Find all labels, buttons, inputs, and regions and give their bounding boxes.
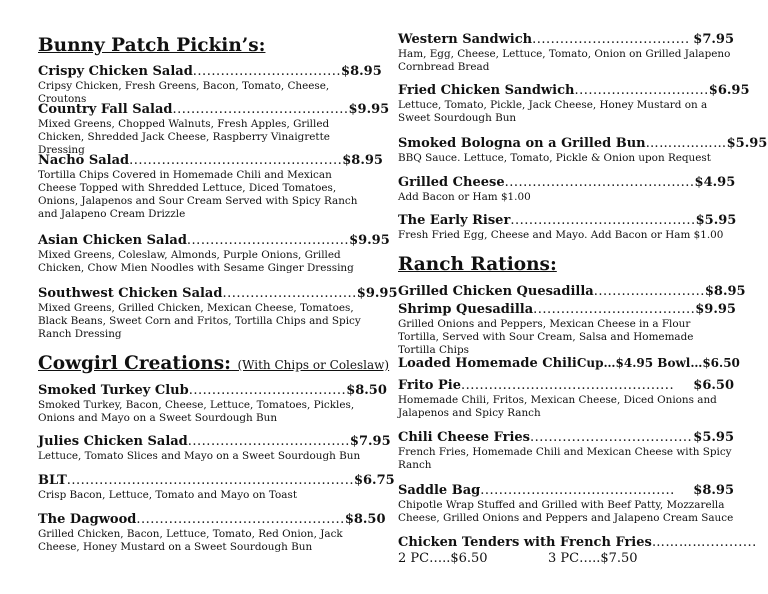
leader-dots: ...................................	[186, 233, 350, 248]
menu-item	[38, 153, 383, 221]
leader-dots: .............................	[222, 286, 357, 301]
menu-item	[398, 32, 734, 74]
item-description: Grilled Onions and Peppers, Mexican Cheese in a Flour Tortilla, Served with Sour Cream, Salsa and Homemade Tortilla Chips	[398, 318, 694, 356]
menu-item	[398, 483, 734, 525]
item-price: $5.95	[693, 430, 734, 445]
item-description: Smoked Turkey, Bacon, Cheese, Lettuce, Tomatoes, Pickles, Onions and Mayo on a Sweet Sourdough Bun	[38, 399, 355, 424]
menu-item	[398, 302, 734, 357]
item-price: $8.95	[704, 284, 746, 299]
item-description: Mixed Greens, Chopped Walnuts, Fresh Apples, Grilled Chicken, Shredded Jack Cheese, Raspberry Vinaigrette Dressing	[38, 118, 330, 156]
menu-item	[398, 535, 757, 567]
leader-dots: ..................................	[532, 32, 690, 47]
item-description: Grilled Chicken, Bacon, Lettuce, Tomato, Red Onion, Jack Cheese, Honey Mustard on a Sweet Sourdough Bun	[38, 528, 343, 553]
leader-dots: ........................	[593, 284, 705, 299]
menu-item	[38, 383, 387, 425]
item-price: $9.95	[356, 286, 398, 301]
menu-item	[38, 473, 395, 502]
section-title-text: Cowgirl Creations:	[38, 353, 232, 374]
menu-item	[398, 213, 737, 242]
section-title-ranch-rations: Ranch Rations:	[398, 254, 557, 275]
item-price: $8.95	[693, 483, 734, 498]
item-name: The Early Riser	[398, 213, 511, 228]
item-name: Saddle Bag	[398, 483, 481, 498]
menu-item	[38, 64, 382, 106]
leader-dots: …………...........	[651, 535, 757, 550]
item-name: Grilled Chicken Quesadilla	[398, 284, 594, 299]
item-name: Grilled Cheese	[398, 175, 505, 190]
item-price: Cup…$4.95 Bowl…$6.50	[576, 356, 740, 370]
menu-item	[38, 434, 391, 463]
item-name: Nacho Salad	[38, 153, 130, 168]
leader-dots: ........................................	[510, 213, 696, 228]
menu-item	[38, 102, 390, 157]
item-price: $9.95	[695, 302, 736, 317]
leader-dots: ...................................	[533, 302, 696, 317]
item-description: Cripsy Chicken, Fresh Greens, Bacon, Tomato, Cheese, Croutons	[38, 80, 330, 105]
item-name: Chicken Tenders with French Fries	[398, 535, 652, 550]
item-name: Asian Chicken Salad	[38, 233, 187, 248]
menu-item	[38, 233, 390, 275]
item-description: Ham, Egg, Cheese, Lettuce, Tomato, Onion on Grilled Jalapeno Cornbread Bread	[398, 48, 731, 73]
item-description: Lettuce, Tomato, Pickle, Jack Cheese, Honey Mustard on a Sweet Sourdough Bun	[398, 99, 708, 124]
price-3pc: 3 PC…..$7.50	[548, 551, 638, 566]
item-price: $9.95	[348, 102, 390, 117]
item-name: Western Sandwich	[398, 32, 533, 47]
leader-dots: ...................................	[187, 434, 350, 449]
item-price: $8.50	[344, 512, 386, 527]
section-title-cowgirl-creations	[38, 353, 389, 376]
leader-dots: ...................................	[529, 430, 693, 445]
item-name: Frito Pie	[398, 378, 461, 393]
leader-dots: ..............................................................	[66, 473, 354, 488]
menu-item	[398, 83, 750, 125]
price-2pc: 2 PC…..$6.50	[398, 551, 488, 566]
menu-item	[398, 284, 746, 300]
menu-item	[398, 378, 734, 420]
item-price: $8.95	[342, 153, 383, 168]
item-name: The Dagwood	[38, 512, 137, 527]
item-price: $9.95	[349, 233, 390, 248]
item-name: Loaded Homemade Chili	[398, 356, 577, 371]
item-name: Chili Cheese Fries	[398, 430, 530, 445]
leader-dots: .............................	[574, 83, 709, 98]
item-name: Country Fall Salad	[38, 102, 173, 117]
leader-dots: .........................................	[504, 175, 695, 190]
leader-dots: ......................................	[172, 102, 349, 117]
menu-item	[398, 355, 740, 372]
item-description: Chipotle Wrap Stuffed and Grilled with Beef Patty, Mozzarella Cheese, Grilled Onions and Peppers and Jalapeno Cream Sauce	[398, 499, 734, 524]
leader-dots: ..........................................	[480, 483, 675, 498]
leader-dots: ………………	[645, 136, 727, 151]
item-description: Tortilla Chips Covered in Homemade Chili and Mexican Cheese Topped with Shredded Lettuce, Diced Tomatoes, Onions, Jalapenos and Sour Cream Served with Spicy Ranch and Jalapeno Cream Drizzle	[38, 169, 358, 220]
item-description: Homemade Chili, Fritos, Mexican Cheese, Diced Onions and Jalapenos and Spicy Ranch	[398, 394, 717, 419]
item-description: French Fries, Homemade Chili and Mexican Cheese with Spicy Ranch	[398, 446, 732, 471]
item-price: $8.50	[346, 383, 387, 398]
item-description: Crisp Bacon, Lettuce, Tomato and Mayo on Toast	[38, 489, 297, 501]
item-price: $5.95	[726, 136, 768, 151]
item-description: BBQ Sauce. Lettuce, Tomato, Pickle & Onion upon Request	[398, 152, 711, 164]
item-description: Lettuce, Tomato Slices and Mayo on a Sweet Sourdough Bun	[38, 450, 361, 462]
leader-dots: ..............................................	[460, 378, 675, 393]
item-price: $6.50	[693, 378, 734, 393]
item-name: BLT	[38, 473, 67, 488]
section-note: (With Chips or Coleslaw)	[237, 358, 390, 372]
item-price: $6.95	[708, 83, 750, 98]
item-price: $7.95	[693, 32, 734, 47]
item-price: $6.75	[353, 473, 395, 488]
item-price: $4.95	[694, 175, 736, 190]
menu-item	[398, 136, 768, 165]
leader-dots: .............................................	[136, 512, 345, 527]
item-name: Smoked Bologna on a Grilled Bun	[398, 136, 646, 151]
leader-dots: ..................................	[188, 383, 347, 398]
item-description: Fresh Fried Egg, Cheese and Mayo. Add Bacon or Ham $1.00	[398, 229, 724, 241]
section-title-bunny-patch: Bunny Patch Pickin’s:	[38, 35, 266, 56]
item-price: $7.95	[349, 434, 391, 449]
menu-item	[38, 512, 386, 554]
menu-item	[398, 430, 734, 472]
item-name: Julies Chicken Salad	[38, 434, 188, 449]
item-description: Mixed Greens, Coleslaw, Almonds, Purple Onions, Grilled Chicken, Chow Mien Noodles with Sesame Ginger Dressing	[38, 249, 354, 274]
item-price: $8.95	[341, 64, 382, 79]
item-name: Shrimp Quesadilla	[398, 302, 534, 317]
leader-dots: ..............................................	[129, 153, 343, 168]
item-description: Add Bacon or Ham $1.00	[398, 191, 531, 203]
tender-prices	[398, 551, 734, 567]
item-description: Mixed Greens, Grilled Chicken, Mexican Cheese, Tomatoes, Black Beans, Sweet Corn and Fritos, Tortilla Chips and Spicy Ranch Dressing	[38, 302, 361, 340]
item-name: Southwest Chicken Salad	[38, 286, 223, 301]
menu-item	[398, 175, 734, 204]
item-name: Crispy Chicken Salad	[38, 64, 193, 79]
item-price: $5.95	[695, 213, 737, 228]
leader-dots: ................................	[192, 64, 342, 79]
menu-item	[38, 286, 398, 341]
item-name: Fried Chicken Sandwich	[398, 83, 575, 98]
item-name: Smoked Turkey Club	[38, 383, 189, 398]
